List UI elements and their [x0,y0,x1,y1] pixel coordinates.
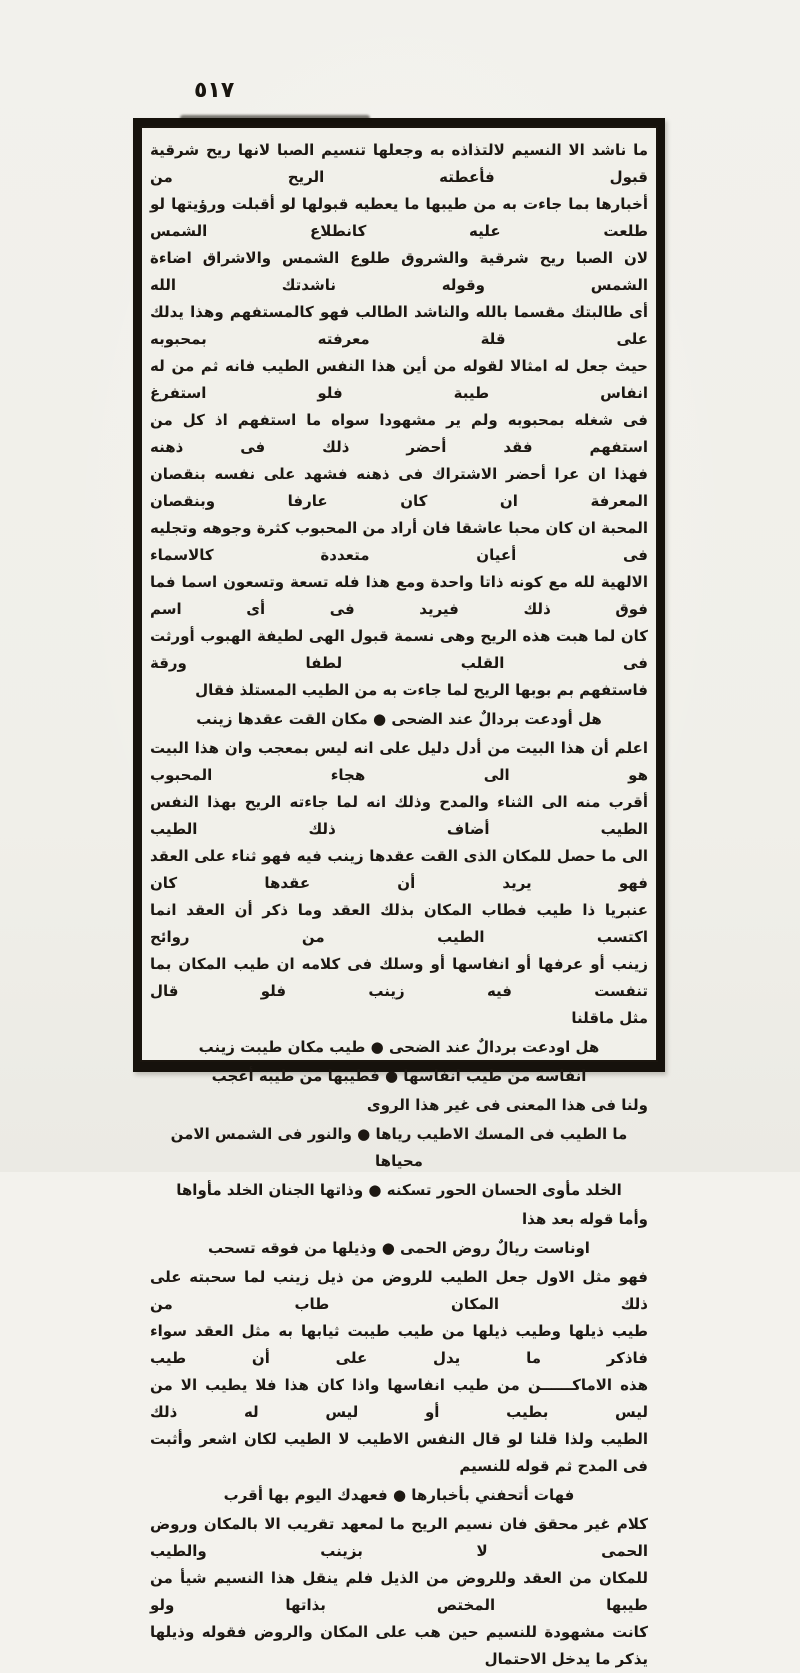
verse-line-3: فهات أتحفني بأخبارها ● فعهدك اليوم بها أقرب [223,1486,575,1504]
text-line: كانت مشهودة للنسيم حين هب على المكان والروض فقوله وذيلها يذكر ما يدخل الاحتمال [150,1623,648,1668]
text-line: لان الصبا ريح شرقية والشروق طلوع الشمس والاشراق اضاءة الشمس وقوله ناشدتك الله [150,249,648,294]
text-line: المحبة ان كان محبا عاشقا فان أراد من المحبوب كثرة وجوهه وتجليه فى أعيان متعددة كالاسماء [150,519,648,564]
page-frame-inner-rule [140,126,658,1668]
lead-in-line-2: وأما قوله بعد هذا [522,1210,648,1228]
verse-line: ما الطيب فى المسك الاطيب رياها ● والنور فى الشمس الامن محياها [170,1125,628,1170]
text-line: الى ما حصل للمكان الذى القت عقدها زينب فيه فهو ثناء على العقد فهو يريد أن عقدها كان [150,847,648,892]
text-line: فى شغله بمحبوبه ولم ير مشهودا سواه ما استفهم اذ كل من استفهم فقد أحضر ذلك فى ذهنه [150,411,648,456]
text-line: أخبارها بما جاءت به من طيبها ما يعطيه قبولها لو أقبلت ورؤيتها لو طلعت عليه كانطلاع الشمس [150,195,648,240]
verse-line: هل اودعت بردالٌ عند الضحى ● طيب مكان طيبت زينب [198,1038,600,1056]
lead-in-line-1: ولنا فى هذا المعنى فى غير هذا الروى [366,1096,648,1114]
text-line: أى طالبتك مقسما بالله والناشد الطالب فهو كالمستفهم وهذا يدلك على قلة معرفته بمحبوبه [150,303,648,348]
text-line: الطيب ولذا قلنا لو قال النفس الاطيب لا الطيب لكان اشعر وأثبت فى المدح ثم قوله للنسيم [150,1430,648,1475]
text-line: الالهية لله مع كونه ذاتا واحدة ومع هذا فله تسعة وتسعون اسما فما فوق ذلك فيريد فى أى اسم [150,573,648,618]
verse-line: الخلد مأوى الحسان الحور تسكنه ● وذاتها الجنان الخلد مأواها [176,1181,622,1199]
text-line: عنبريا ذا طيب فطاب المكان بذلك العقد وما ذكر أن العقد انما اكتسب الطيب من روائح [150,901,648,946]
verse-line-2: اوناست ريالٌ روض الحمى ● وذيلها من فوقه تسحب [208,1239,590,1257]
commentary-paragraph-3 [150,1264,648,1480]
text-line: حيث جعل له امثالا لقوله من أين هذا النفس الطيب فانه ثم من له انفاس طيبة فلو استفرغ [150,357,648,402]
commentary-paragraph-4 [150,1511,648,1673]
verse-line: انفاسه من طيب انفاسها ● فطيبها من طيبه أعجب [211,1067,587,1085]
text-column [150,137,648,1673]
verse-line-1: هل أودعت بردالٌ عند الضحى ● مكان القت عقدها زينب [196,710,602,728]
text-line: أقرب منه الى الثناء والمدح وذلك انه لما جاءته الريح بهذا النفس الطيب أضاف ذلك الطيب [150,793,648,838]
text-line: فهذا ان عرا أحضر الاشتراك فى ذهنه فشهد على نفسه بنقصان المعرفة ان كان عارفا وبنقصان [150,465,648,510]
verse-couplet-1 [150,1034,648,1090]
text-line: ما ناشد الا النسيم لالتذاذه به وجعلها تنسيم الصبا لانها ريح شرقية قبول فأعطته الريح من [150,141,648,186]
text-line: مثل ماقلنا [571,1009,648,1027]
verse-couplet-2 [150,1121,648,1204]
text-line: هذه الاماكــــــن من طيب انفاسها واذا كان هذا فلا يطيب الا من ليس بطيب أو ليس له ذلك [150,1376,648,1421]
text-line: كلام غير محقق فان نسيم الريح ما لمعهد تقريب الا بالمكان وروض الحمى لا بزينب والطيب [150,1515,648,1560]
commentary-paragraph-1 [150,137,648,704]
text-line: فاستفهم بم بوبها الريح لما جاءت به من الطيب المستلذ فقال [195,681,648,699]
text-line: اعلم أن هذا البيت من أدل دليل على انه ليس بمعجب وان هذا البيت هو الى هجاء المحبوب [150,739,648,784]
text-line: فهو مثل الاول جعل الطيب للروض من ذيل زينب لما سحبته على ذلك المكان طاب من [150,1268,648,1313]
text-line: كان لما هبت هذه الريح وهى نسمة قبول الهى لطيفة الهبوب أورثت فى القلب لطفا ورقة [150,627,648,672]
page-number: ٥١٧ [194,78,235,103]
page-frame [133,118,665,1668]
text-line: للمكان من العقد وللروض من الذيل فلم ينقل هذا النسيم شيأ من طيبها المختص بذاتها ولو [150,1569,648,1614]
text-line: زينب أو عرفها أو انفاسها أو وسلك فى كلامه ان طيب المكان بما تنفست فيه زينب فلو قال [150,955,648,1000]
ink-smudge [180,115,370,122]
text-line: طيب ذيلها وطيب ذيلها من طيب طيبت ثيابها به مثل العقد سواء فاذكر ما يدل على أن طيب [150,1322,648,1367]
commentary-paragraph-2 [150,735,648,1032]
